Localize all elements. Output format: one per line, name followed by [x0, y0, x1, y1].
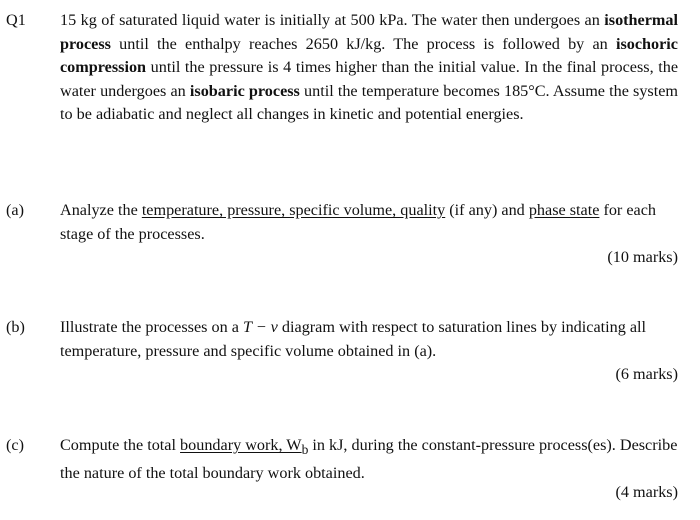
part-a-marks: (10 marks)	[607, 248, 678, 266]
question-statement: 15 kg of saturated liquid water is initially at 500 kPa. The water then undergoes an isothermal process until the enthalpy reaches 2650 kJ/kg. The process is followed by an isochoric compression until the pressure is 4 times higher than the initial value. In the final process, the water undergoes an isobaric process until the temperature becomes 185°C. Assume the system to be adiabatic and neglect all changes in kinetic and potential energies.	[60, 11, 679, 123]
part-b-label: (b)	[6, 318, 25, 336]
part-c-marks: (4 marks)	[615, 483, 678, 501]
part-a-text: Analyze the temperature, pressure, specific volume, quality (if any) and phase state for each stage of the processes.	[60, 201, 657, 243]
part-a-label: (a)	[6, 201, 24, 219]
question-number: Q1	[6, 11, 26, 29]
part-c-text: Compute the total boundary work, $W_b$ in kJ, during the constant-pressure process(es). Describe the nature of the total boundary work obtained.	[60, 436, 678, 482]
part-b-marks: (6 marks)	[615, 365, 678, 383]
part-c-label: (c)	[6, 436, 24, 454]
part-b-text: Illustrate the processes on a T − v diagram with respect to saturation lines by indicating all temperature, pressure and specific volume obtained in (a).	[60, 318, 647, 360]
